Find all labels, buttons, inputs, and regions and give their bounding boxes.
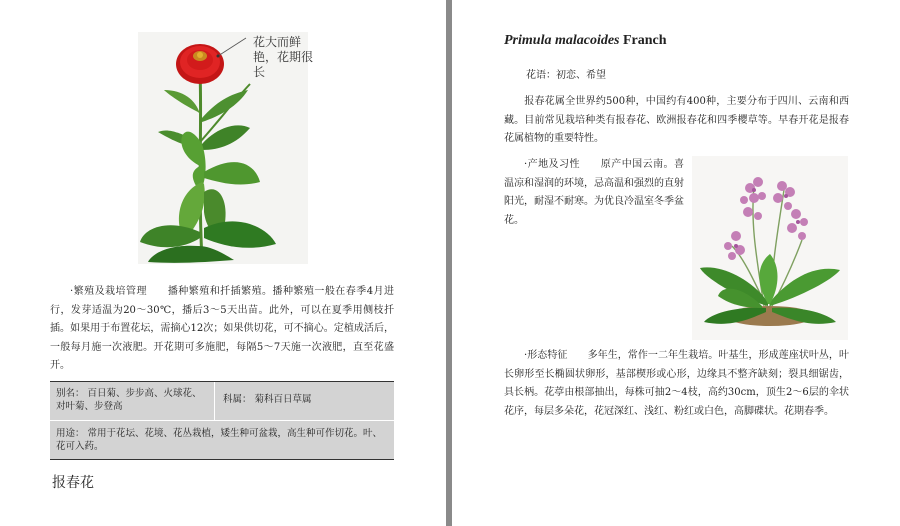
aliases-cell: 别名： 百日菊、步步高、火球花、对叶菊、步登高	[50, 382, 215, 420]
left-page	[0, 0, 446, 526]
family-cell: 科属： 菊科百日草属	[223, 394, 312, 405]
uses-cell: 用途： 常用于花坛、花境、花丛栽植，矮生种可盆栽，高生种可作切花。叶、花可入药。	[50, 421, 394, 459]
habitat-text: ·产地及习性 原产中国云南。喜温凉和湿润的环境，忌高温和强烈的直射阳光，耐湿不耐寒。为优良冷温室冬季盆花。	[504, 159, 684, 226]
morphology-text: ·形态特征 多年生，常作一二年生栽培。叶基生，形成莲座状叶丛，叶长卵形至长椭圆状卵形，基部楔形或心形，边缘具不整齐缺刻；裂具细锯齿，具长柄。花葶由根部抽出，每株可抽2～4枝，高约30cm，顶生2～6层的伞状花序，每层多朵花，花冠深红、浅红、粉红或白色，高脚碟状。花期春季。	[504, 350, 849, 417]
info-table	[50, 381, 394, 460]
flower-language: 花语：初恋、希望	[526, 70, 606, 81]
primula-illustration	[692, 156, 848, 340]
next-species-title: 报春花	[52, 475, 94, 491]
species-heading: Primula malacoides Franch	[504, 33, 667, 48]
cultivation-text: ·繁殖及栽培管理 播种繁殖和扦插繁殖。播种繁殖一般在春季4月进行，发芽适温为20～30℃，播后3～5天出苗。此外，可以在夏季用侧枝扦插。如果用于布置花坛，需摘心12次；如果供切花，可不摘心。定植成活后，一般每月施一次液肥。开花期可多施肥，每隔5～7天施一次液肥，直至花盛开。	[50, 286, 394, 371]
intro-text: 报春花属全世界约500种，中国约有400种，主要分布于四川、云南和西藏。目前常见栽培种类有报春花、欧洲报春花和四季樱草等。早春开花是报春花属植物的重要特性。	[504, 96, 849, 144]
flower-callout: 花大而鲜艳，花期很长	[253, 35, 314, 79]
